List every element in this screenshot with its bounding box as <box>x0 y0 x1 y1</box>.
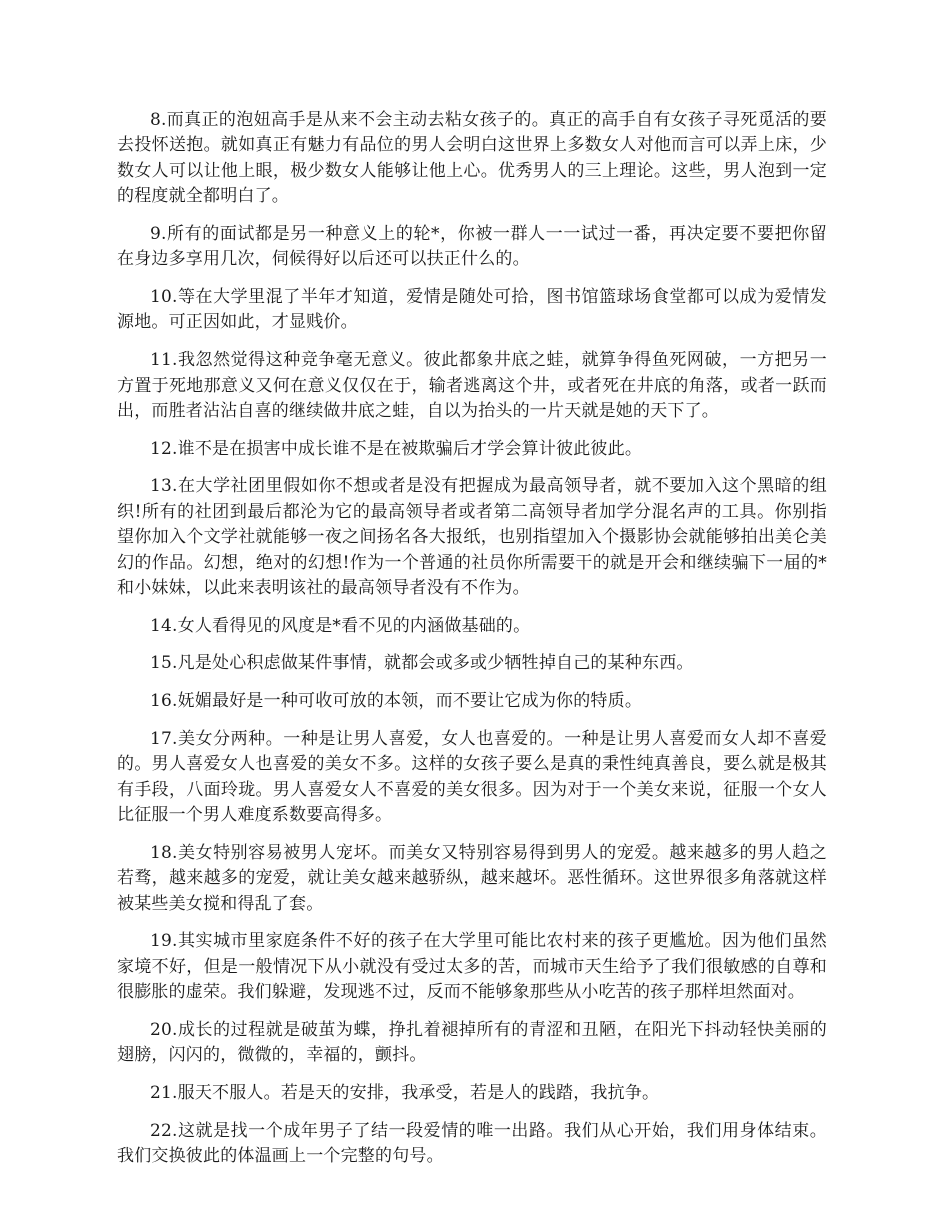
paragraph-15: 15.凡是处心积虑做某件事情，就都会或多或少牺牲掉自己的某种东西。 <box>150 653 694 674</box>
paragraph-19: 19.其实城市里家庭条件不好的孩子在大学里可能比农村来的孩子更尴尬。因为他们虽然家境不好，但是一般情况下从小就没有受过太多的苦，而城市天生给予了我们很敏感的自尊和很膨胀的虚荣。我们躲避，发现逃不过，反而不能够象那些从小吃苦的孩子那样坦然面对。 <box>117 931 827 1003</box>
paragraph-8: 8.而真正的泡妞高手是从来不会主动去粘女孩子的。真正的高手自有女孩子寻死觅活的要去投怀送抱。就如真正有魅力有品位的男人会明白这世界上多数女人对他而言可以弄上床，少数女人可以让他上眼，极少数女人能够让他上心。优秀男人的三上理论。这些，男人泡到一定的程度就全都明白了。 <box>117 110 827 207</box>
paragraph-14: 14.女人看得见的风度是*看不见的内涵做基础的。 <box>150 615 531 636</box>
paragraph-20: 20.成长的过程就是破茧为蝶，挣扎着褪掉所有的青涩和丑陋，在阳光下抖动轻快美丽的翅膀，闪闪的，微微的，幸福的，颤抖。 <box>117 1019 827 1066</box>
paragraph-11: 11.我忽然觉得这种竞争毫无意义。彼此都象井底之蛙，就算争得鱼死网破，一方把另一方置于死地那意义又何在意义仅仅在于，输者逃离这个井，或者死在井底的角落，或者一跃而出，而胜者沾沾自喜的继续做井底之蛙，自以为抬头的一片天就是她的天下了。 <box>117 350 827 421</box>
paragraph-17: 17.美女分两种。一种是让男人喜爱，女人也喜爱的。一种是让男人喜爱而女人却不喜爱的。男人喜爱女人也喜爱的美女不多。这样的女孩子要么是真的秉性纯真善良，要么就是极其有手段，八面玲珑。男人喜爱女人不喜爱的美女很多。因为对于一个美女来说，征服一个女人比征服一个男人难度系数要高得多。 <box>117 728 827 826</box>
paragraph-10: 10.等在大学里混了半年才知道，爱情是随处可拾，图书馆篮球场食堂都可以成为爱情发源地。可正因如此，才显贱价。 <box>117 287 827 333</box>
paragraph-22: 22.这就是找一个成年男子了结一段爱情的唯一出路。我们从心开始，我们用身体结束。我们交换彼此的体温画上一个完整的句号。 <box>117 1120 827 1166</box>
paragraph-12: 12.谁不是在损害中成长谁不是在被欺骗后才学会算计彼此彼此。 <box>150 438 643 459</box>
paragraph-16: 16.妩媚最好是一种可收可放的本领，而不要让它成为你的特质。 <box>150 691 643 712</box>
paragraph-13: 13.在大学社团里假如你不想或者是没有把握成为最高领导者，就不要加入这个黑暗的组织!所有的社团到最后都沦为它的最高领导者或者第二高领导者加学分混名声的工具。你别指望你加入个文学社就能够一夜之间扬名各大报纸，也别指望加入个摄影协会就能够拍出美仑美幻的作品。幻想，绝对的幻想!作为一个普通的社员你所需要干的就是开会和继续骗下一届的*和小妹妹，以此来表明该社的最高领导者没有不作为。 <box>117 476 827 598</box>
paragraph-21: 21.服天不服人。若是天的安排，我承受，若是人的践踏，我抗争。 <box>150 1082 660 1103</box>
paragraph-9: 9.所有的面试都是另一种意义上的轮*，你被一群人一一试过一番，再决定要不要把你留在身边多享用几次，伺候得好以后还可以扶正什么的。 <box>117 223 827 270</box>
paragraph-18: 18.美女特别容易被男人宠坏。而美女又特别容易得到男人的宠爱。越来越多的男人趋之若骛，越来越多的宠爱，就让美女越来越骄纵，越来越坏。恶性循环。这世界很多角落就这样被某些美女搅和得乱了套。 <box>117 842 827 914</box>
document-body <box>117 108 827 1182</box>
